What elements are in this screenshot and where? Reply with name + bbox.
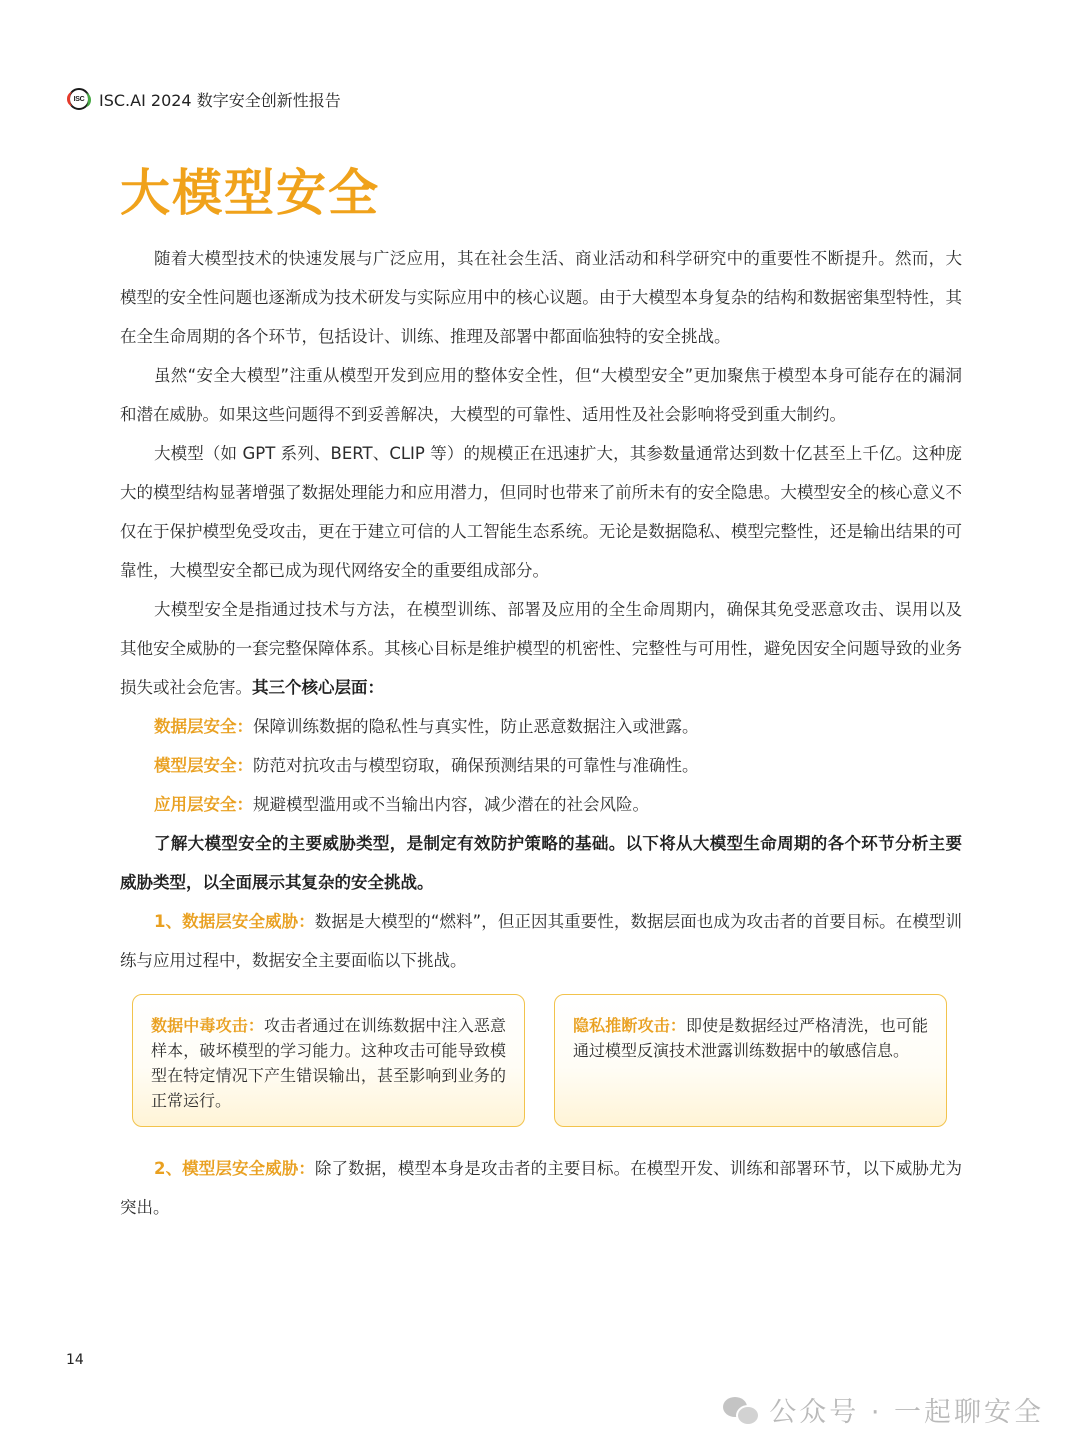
core-layers-lead: 其三个核心层面：	[252, 678, 384, 697]
layer-item-data	[120, 707, 962, 746]
card-privacy-inference	[554, 994, 947, 1127]
section-2	[120, 1149, 962, 1227]
threat-cards	[132, 994, 948, 1128]
section-data-threats	[120, 902, 962, 980]
watermark-text: 公众号 · 一起聊安全	[769, 1397, 1044, 1428]
card-text: 攻击者通过在训练数据中注入恶意样本，破坏模型的学习能力。这种攻击可能导致模型在特定情况下产生错误输出，甚至影响到业务的正常运行。	[151, 1016, 506, 1110]
layer-text: 保障训练数据的隐私性与真实性，防止恶意数据注入或泄露。	[253, 717, 699, 736]
card-body	[151, 1013, 506, 1113]
card-label: 隐私推断攻击：	[573, 1016, 686, 1035]
page-title: 大模型安全	[120, 164, 380, 222]
paragraph-1: 随着大模型技术的快速发展与广泛应用，其在社会生活、商业活动和科学研究中的重要性不断提升。然而，大模型的安全性问题也逐渐成为技术研发与实际应用中的核心议题。由于大模型本身复杂的结构和数据密集型特性，其在全生命周期的各个环节，包括设计、训练、推理及部署中都面临独特的安全挑战。	[120, 249, 962, 346]
isc-logo	[68, 88, 90, 110]
wechat-icon	[723, 1395, 759, 1425]
layer-label: 模型层安全：	[154, 756, 253, 775]
paragraph-4	[120, 590, 962, 707]
threat-intro: 了解大模型安全的主要威胁类型，是制定有效防护策略的基础。以下将从大模型生命周期的各个环节分析主要威胁类型，以全面展示其复杂的安全挑战。	[120, 834, 962, 892]
card-label: 数据中毒攻击：	[151, 1016, 264, 1035]
layer-label: 数据层安全：	[154, 717, 253, 736]
section-text: 除了数据，模型本身是攻击者的主要目标。在模型开发、训练和部署环节，以下威胁尤为突出。	[120, 1159, 962, 1217]
section-text: 数据是大模型的“燃料”，但正因其重要性，数据层面也成为攻击者的首要目标。在模型训练与应用过程中，数据安全主要面临以下挑战。	[120, 912, 962, 970]
section-label: 2、模型层安全威胁：	[154, 1159, 315, 1178]
wechat-watermark	[723, 1390, 1044, 1429]
layer-text: 规避模型滥用或不当输出内容，减少潜在的社会风险。	[253, 795, 649, 814]
paragraph-2: 虽然“安全大模型”注重从模型开发到应用的整体安全性，但“大模型安全”更加聚焦于模型本身可能存在的漏洞和潜在威胁。如果这些问题得不到妥善解决，大模型的可靠性、适用性及社会影响将受到重大制约。	[120, 366, 962, 424]
paragraph-3: 大模型（如 GPT 系列、BERT、CLIP 等）的规模正在迅速扩大，其参数量通常达到数十亿甚至上千亿。这种庞大的模型结构显著增强了数据处理能力和应用潜力，但同时也带来了前所未有的安全隐患。大模型安全的核心意义不仅在于保护模型免受攻击，更在于建立可信的人工智能生态系统。无论是数据隐私、模型完整性，还是输出结果的可靠性，大模型安全都已成为现代网络安全的重要组成部分。	[120, 444, 962, 580]
layer-item-application	[120, 785, 962, 824]
main-content	[120, 239, 962, 980]
paragraph-4-text: 大模型安全是指通过技术与方法，在模型训练、部署及应用的全生命周期内，确保其免受恶意攻击、误用以及其他安全威胁的一套完整保障体系。其核心目标是维护模型的机密性、完整性与可用性，避免因安全问题导致的业务损失或社会危害。	[120, 600, 962, 697]
layer-item-model	[120, 746, 962, 785]
report-header	[68, 87, 341, 111]
logo-text: ISC	[73, 95, 85, 103]
layer-label: 应用层安全：	[154, 795, 253, 814]
report-title: ISC.AI 2024 数字安全创新性报告	[99, 90, 341, 110]
layer-text: 防范对抗攻击与模型窃取，确保预测结果的可靠性与准确性。	[253, 756, 699, 775]
page-number: 14	[66, 1352, 84, 1368]
card-text: 即使是数据经过严格清洗，也可能通过模型反演技术泄露训练数据中的敏感信息。	[573, 1016, 928, 1060]
card-body	[573, 1013, 928, 1063]
section-label: 1、数据层安全威胁：	[154, 912, 315, 931]
section-model-threats	[120, 1149, 962, 1227]
card-data-poisoning	[132, 994, 525, 1127]
